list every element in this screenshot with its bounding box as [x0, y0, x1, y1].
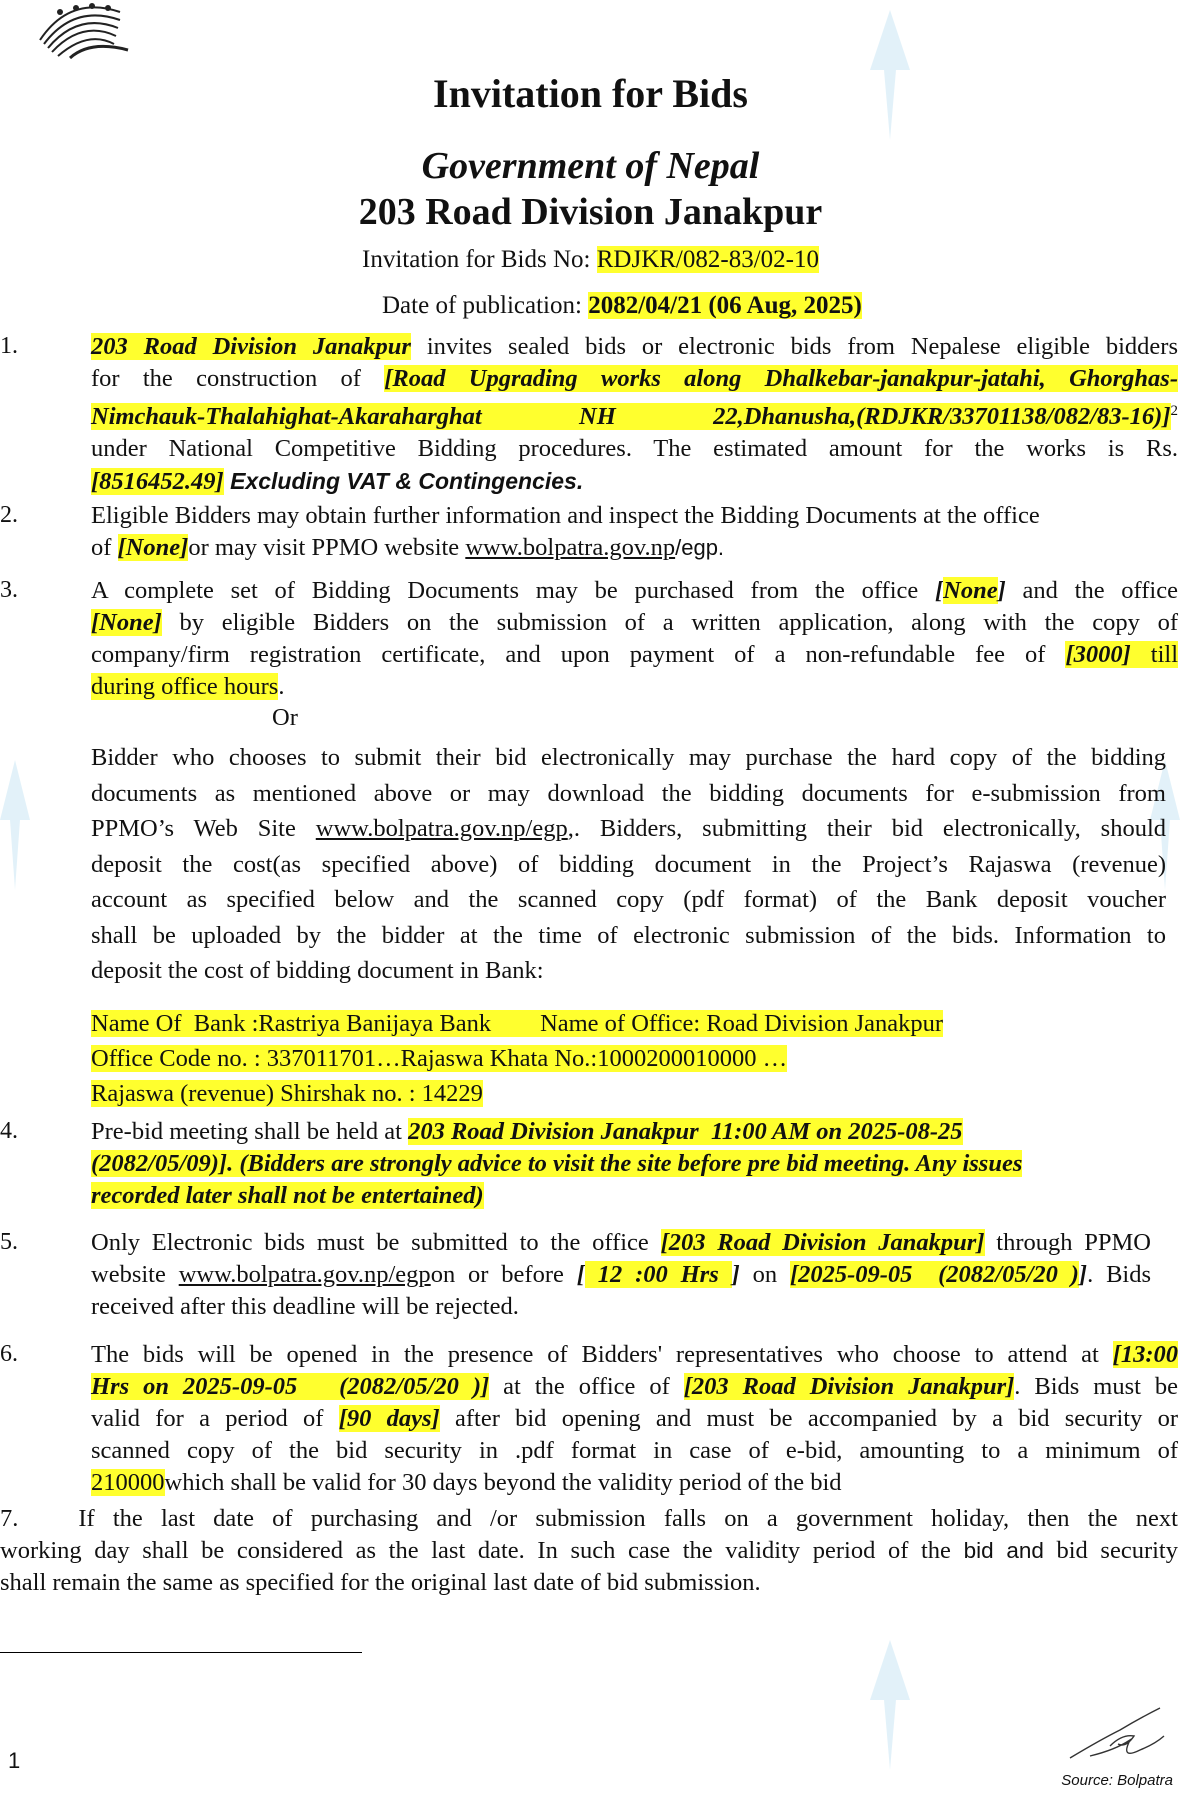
paragraph-number: 5. — [0, 1229, 18, 1255]
or-separator: Or — [272, 704, 298, 731]
government-logo — [30, 0, 130, 62]
egp-website-link[interactable]: www.bolpatra.gov.np/egp — [315, 815, 568, 842]
estimated-amount: [8516452.49] — [91, 468, 224, 496]
paragraph-number: 4. — [0, 1118, 18, 1144]
paragraph-2: Eligible Bidders may obtain further information and inspect the Bidding Documents at the office of [None]or may visit PPMO website www.bolpatra.gov.np/egp. — [91, 502, 1040, 561]
paragraph-number: 3. — [0, 577, 18, 603]
document-fee: [3000] — [1065, 641, 1131, 668]
ifb-number-line: Invitation for Bids No: RDJKR/082-83/02-10 — [362, 246, 819, 273]
paragraph-number: 1. — [0, 333, 18, 359]
paragraph-number: 2. — [0, 502, 18, 528]
paragraph-3: A complete set of Bidding Documents may be purchased from the office [None] and the office [None] by eligible Bidders on the submission of a written application, along with the copy of company/firm registration certificate, and upon payment of a non-refundable fee of [3000] till during office hours. — [91, 577, 1178, 700]
paragraph-7: 7. If the last date of purchasing and /or submission falls on a government holiday, then the next working day shall be considered as the last date. In such case the validity period of the bid and bid security shall remain the same as specified for the original last date of bid submission. — [0, 1505, 1178, 1596]
opening-time: [13:00 — [1112, 1341, 1178, 1368]
egp-submission-link[interactable]: www.bolpatra.gov.np/egp — [178, 1261, 431, 1288]
page-title: Invitation for Bids — [433, 71, 748, 116]
ppmo-website-link[interactable]: www.bolpatra.gov.np — [465, 534, 676, 561]
footnote-divider — [0, 1652, 362, 1653]
shirshak-line: Rajaswa (revenue) Shirshak no. : 14229 — [91, 1080, 483, 1107]
signature — [1060, 1700, 1170, 1770]
division-name: 203 Road Division Janakpur — [358, 191, 823, 233]
office-code-line: Office Code no. : 337011701…Rajaswa Khata No.:1000200010000 … — [91, 1045, 788, 1072]
office-name: 203 Road Division Janakpur — [91, 333, 411, 360]
submission-date: [2025-09-05 (2082/05/20 ) — [789, 1261, 1079, 1288]
publication-date-line: Date of publication: 2082/04/21 (06 Aug, 2025) — [382, 292, 862, 319]
validity-period: [90 days] — [338, 1405, 440, 1432]
paragraph-4: Pre-bid meeting shall be held at 203 Road Division Janakpur 11:00 AM on 2025-08-25 (2082/05/09)]. (Bidders are strongly advice to visit the site before pre bid meeting. Any issues recorded later shall not be entertained) — [91, 1118, 1023, 1209]
publication-date: 2082/04/21 (06 Aug, 2025) — [588, 292, 862, 319]
paragraph-1: 203 Road Division Janakpur invites sealed bids or electronic bids from Nepalese eligible bidders for the construction of [Road Upgrading works along Dhalkebar-janakpur-jatahi, Ghorghas- Nimchauk-Thalahighat-Akaraharghat NH 22,Dhanusha,(RDJKR/33701138/082/83-16)]$^2$ under National Competitive Bidding procedures. The estimated amount for the works is Rs. [8516452.49] Excluding VAT & Contingencies. — [91, 333, 1179, 496]
ifb-number: RDJKR/082-83/02-10 — [596, 246, 819, 273]
page-number: 1 — [8, 1748, 21, 1773]
watermark-arrow — [870, 1640, 910, 1770]
bank-name-line: Name Of Bank :Rastriya Banijaya Bank Name of Office: Road Division Janakpur — [91, 1010, 944, 1037]
bank-details — [91, 1006, 943, 1111]
paragraph-6: The bids will be opened in the presence of Bidders' representatives who choose to attend at [13:00 Hrs on 2025-09-05 (2082/05/20 )] at the office of [203 Road Division Janakpur]. Bids must be valid for a period of [90 days] after bid opening and must be accompanied by a bid security or scanned copy of the bid security in .pdf format in case of e-bid, amounting to a minimum of 210000which shall be valid for 30 days beyond the validity period of the bid — [91, 1341, 1178, 1496]
paragraph-number: 6. — [0, 1341, 18, 1367]
paragraph-5: Only Electronic bids must be submitted to the office [203 Road Division Janakpur] through PPMO website www.bolpatra.gov.np/egpon or before [ 12 :00 Hrs ] on [2025-09-05 (2082/05/20 )]. Bids received after this deadline will be rejected. — [91, 1229, 1152, 1320]
source-credit: Source: Bolpatra — [1061, 1772, 1173, 1789]
work-description: [Road Upgrading works along Dhalkebar-janakpur-jatahi, Ghorghas- — [384, 365, 1178, 392]
electronic-submission-paragraph: Bidder who chooses to submit their bid electronically may purchase the hard copy of the bidding documents as mentioned above or may download the bidding documents for e-submission from PPMO’s Web Site www.bolpatra.gov.np/egp,. Bidders, submitting their bid electronically, should deposit the cost(as specified above) of bidding document in the Project’s Rajaswa (revenue) account as specified below and the scanned copy (pdf format) of the Bank deposit voucher shall be uploaded by the bidder at the time of electronic submission of the bids. Information to deposit the cost of bidding document in Bank: — [91, 744, 1167, 984]
bid-security-amount: 210000 — [91, 1469, 165, 1496]
government-name: Government of Nepal — [421, 145, 760, 187]
submission-time: 12 :00 Hrs — [584, 1261, 732, 1288]
watermark-arrow — [0, 760, 30, 890]
